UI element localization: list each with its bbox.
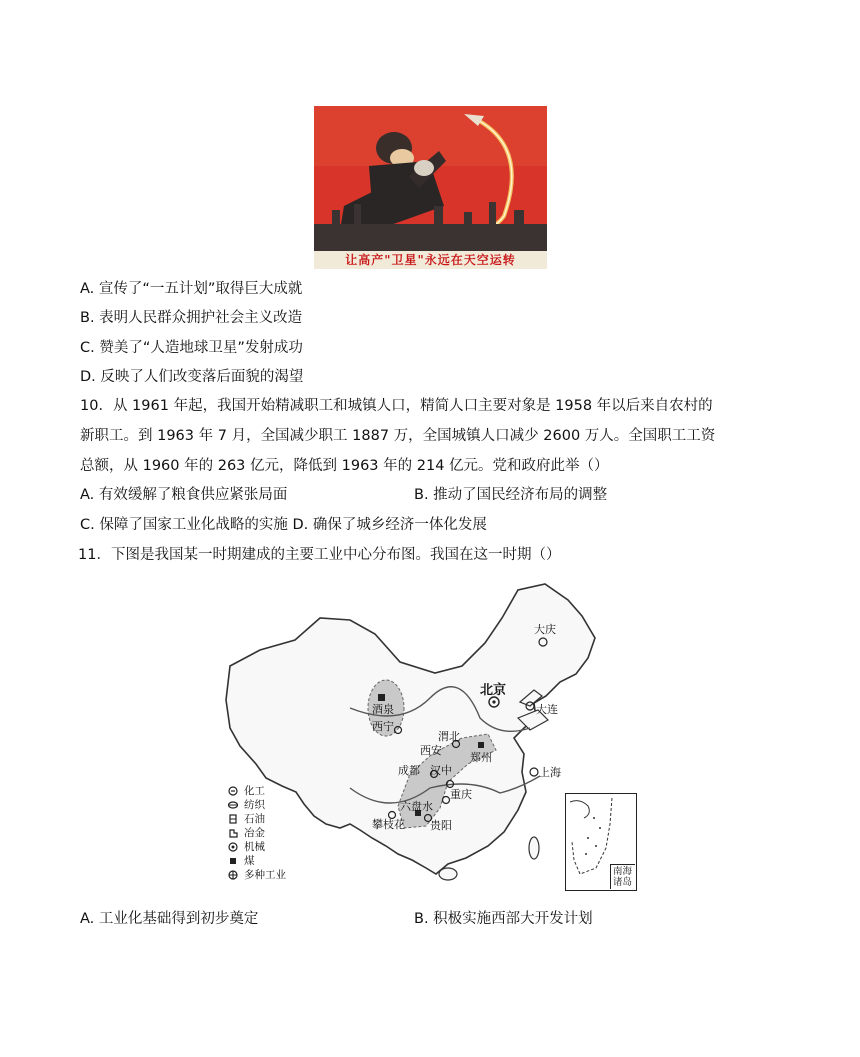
city-label-shanghai: 上海 (539, 766, 561, 779)
legend-label-metallurgy: 冶金 (244, 827, 265, 839)
legend-label-coal: 煤 (244, 855, 255, 867)
legend-label-machinery: 机械 (244, 841, 265, 853)
legend-label-chemical: 化工 (244, 785, 265, 797)
q11-stem: 11．下图是我国某一时期建成的主要工业中心分布图。我国在这一时期（） (78, 547, 561, 563)
metallurgy-icon (228, 828, 238, 838)
q11-option-a: A. 工业化基础得到初步奠定 (80, 911, 259, 927)
legend-label-petroleum: 石油 (244, 813, 265, 825)
propaganda-poster (314, 106, 547, 269)
legend-item-metallurgy (228, 826, 286, 840)
city-label-liupanshui: 六盘水 (400, 800, 433, 813)
multi-industry-icon (228, 870, 238, 880)
q10-option-a: A. 有效缓解了粮食供应紧张局面 (80, 487, 288, 503)
q9-option-d: D. 反映了人们改变落后面貌的渴望 (80, 369, 304, 385)
legend-label-textile: 纺织 (244, 799, 265, 811)
q10-stem-line-3: 总额，从 1960 年的 263 亿元，降低到 1963 年的 214 亿元。党和政府此举（） (80, 458, 609, 474)
city-label-daqing: 大庆 (534, 623, 556, 636)
city-label-xian: 西安 (420, 744, 442, 757)
legend-item-chemical (228, 784, 286, 798)
poster-illustration (314, 106, 547, 269)
legend-item-coal (228, 854, 286, 868)
legend-item-textile (228, 798, 286, 812)
south-china-sea-inset (565, 793, 637, 891)
map-legend (228, 784, 286, 882)
q10-stem-line-2: 新职工。到 1963 年 7 月，全国减少职工 1887 万，全国城镇人口减少 2600 万人。全国职工工资 (80, 428, 716, 444)
city-label-guiyang: 贵阳 (430, 819, 452, 832)
q9-option-a: A. 宣传了“一五计划”取得巨大成就 (80, 281, 303, 297)
city-label-weibei: 渭北 (438, 730, 460, 743)
coal-icon (228, 856, 238, 866)
legend-item-petroleum (228, 812, 286, 826)
q9-option-c: C. 赞美了“人造地球卫星”发射成功 (80, 340, 303, 356)
city-label-chengdu: 成都 (398, 764, 420, 777)
city-label-panzhihua: 攀枝花 (372, 818, 405, 831)
legend-item-machinery (228, 840, 286, 854)
city-label-hanzhong: 汉中 (430, 764, 452, 777)
q9-option-b: B. 表明人民群众拥护社会主义改造 (80, 310, 303, 326)
q10-option-b: B. 推动了国民经济布局的调整 (414, 487, 608, 503)
city-label-jiuquan: 酒泉 (372, 703, 394, 716)
city-label-chongqing: 重庆 (450, 788, 472, 801)
textile-icon (228, 800, 238, 810)
city-label-zhengzhou: 郑州 (470, 751, 492, 764)
poster-caption: 让高产"卫星"永远在天空运转 (314, 251, 547, 269)
city-label-xining: 西宁 (372, 720, 394, 733)
machinery-icon (228, 842, 238, 852)
legend-label-multi-industry: 多种工业 (244, 869, 286, 881)
q11-option-b: B. 积极实施西部大开发计划 (414, 911, 593, 927)
industrial-centers-map (200, 578, 660, 896)
city-label-dalian: 大连 (536, 703, 558, 716)
q10-stem-line-1: 10．从 1961 年起，我国开始精减职工和城镇人口，精简人口主要对象是 1958 年以后来自农村的 (80, 398, 713, 414)
q10-option-cd: C. 保障了国家工业化战略的实施 D. 确保了城乡经济一体化发展 (80, 517, 487, 533)
city-label-beijing: 北京 (480, 683, 507, 698)
chemical-icon (228, 786, 238, 796)
inset-label: 南海诸岛 (610, 864, 635, 889)
petroleum-icon (228, 814, 238, 824)
legend-item-multi-industry (228, 868, 286, 882)
